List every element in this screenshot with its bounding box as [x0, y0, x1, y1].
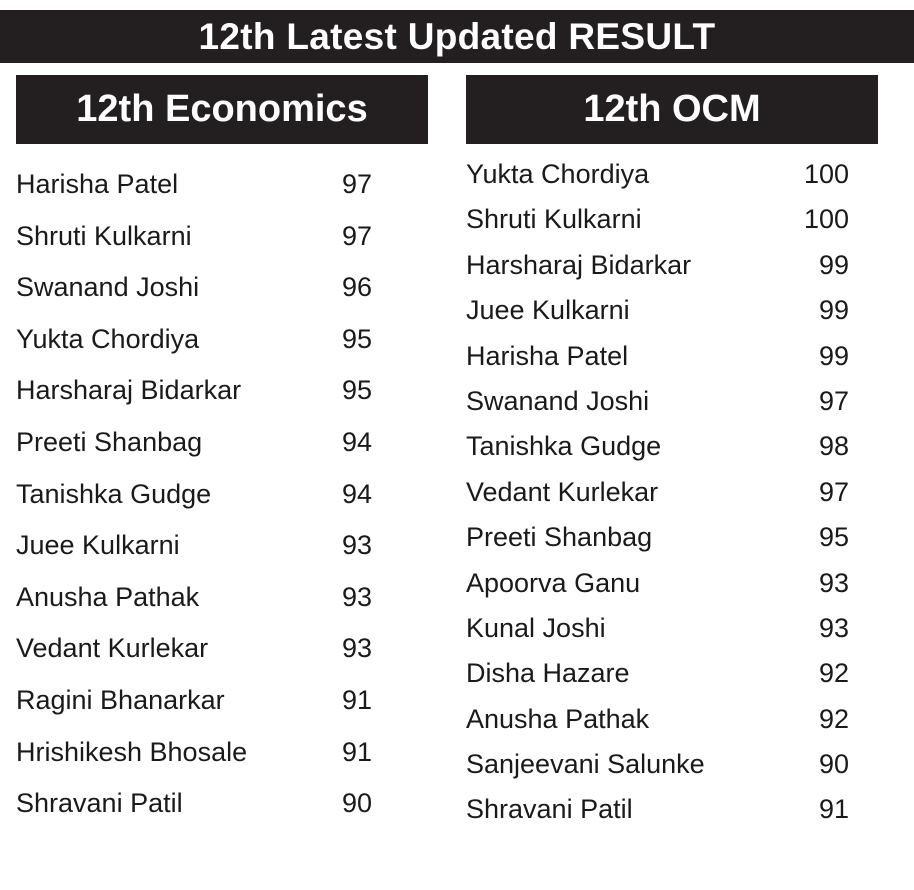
student-score: 99 — [818, 295, 849, 326]
student-name: Harsharaj Bidarkar — [16, 375, 242, 406]
student-name: Harisha Patel — [466, 340, 629, 371]
student-score: 90 — [818, 749, 849, 780]
student-name: Anusha Pathak — [466, 703, 650, 734]
student-score: 99 — [818, 340, 849, 371]
student-name: Apoorva Ganu — [466, 567, 641, 598]
student-score: 93 — [341, 581, 372, 612]
student-score: 91 — [818, 794, 849, 825]
ocm-column — [466, 75, 878, 840]
list-item — [16, 427, 428, 479]
student-score: 96 — [341, 272, 372, 303]
economics-list — [16, 169, 428, 840]
list-item — [466, 477, 878, 522]
result-banner — [0, 10, 914, 63]
student-score: 95 — [341, 375, 372, 406]
student-name: Shruti Kulkarni — [466, 204, 642, 235]
list-item — [466, 341, 878, 386]
student-score: 93 — [341, 633, 372, 664]
student-score: 100 — [803, 204, 849, 235]
list-item — [16, 633, 428, 685]
list-item — [466, 749, 878, 794]
list-item — [16, 272, 428, 324]
student-name: Anusha Pathak — [16, 581, 200, 612]
student-name: Harsharaj Bidarkar — [466, 249, 692, 280]
student-score: 94 — [341, 478, 372, 509]
list-item — [466, 568, 878, 613]
student-score: 93 — [341, 530, 372, 561]
student-score: 90 — [341, 788, 372, 819]
student-score: 98 — [818, 431, 849, 462]
student-score: 99 — [818, 249, 849, 280]
student-name: Disha Hazare — [466, 658, 630, 689]
student-name: Harisha Patel — [16, 169, 179, 199]
ocm-header — [466, 75, 878, 144]
student-name: Swanand Joshi — [466, 385, 650, 416]
student-score: 100 — [803, 159, 849, 189]
student-score: 91 — [341, 684, 372, 715]
list-item — [16, 788, 428, 840]
student-name: Juee Kulkarni — [16, 530, 180, 561]
list-item — [466, 204, 878, 249]
list-item — [16, 169, 428, 221]
student-score: 93 — [818, 567, 849, 598]
student-score: 92 — [818, 703, 849, 734]
student-name: Vedant Kurlekar — [466, 476, 659, 507]
ocm-title: 12th OCM — [583, 88, 761, 130]
student-score: 95 — [818, 522, 849, 553]
list-item — [16, 582, 428, 634]
student-name: Swanand Joshi — [16, 272, 200, 303]
student-name: Kunal Joshi — [466, 612, 606, 643]
list-item — [466, 613, 878, 658]
student-score: 91 — [341, 736, 372, 767]
list-item — [466, 250, 878, 295]
student-score: 97 — [818, 385, 849, 416]
list-item — [466, 159, 878, 204]
list-item — [466, 794, 878, 839]
student-name: Preeti Shanbag — [16, 426, 203, 457]
student-name: Yukta Chordiya — [466, 159, 650, 189]
list-item — [466, 658, 878, 703]
student-name: Shravani Patil — [16, 788, 183, 819]
student-name: Tanishka Gudge — [466, 431, 662, 462]
student-name: Vedant Kurlekar — [16, 633, 209, 664]
list-item — [466, 431, 878, 476]
student-name: Tanishka Gudge — [16, 478, 212, 509]
student-score: 93 — [818, 612, 849, 643]
student-score: 97 — [341, 220, 372, 251]
student-score: 97 — [818, 476, 849, 507]
list-item — [16, 685, 428, 737]
student-score: 94 — [341, 426, 372, 457]
student-name: Sanjeevani Salunke — [466, 749, 705, 780]
ocm-list — [466, 159, 878, 840]
student-score: 97 — [341, 169, 372, 199]
list-item — [16, 737, 428, 789]
list-item — [466, 386, 878, 431]
student-name: Preeti Shanbag — [466, 522, 653, 553]
list-item — [16, 479, 428, 531]
student-name: Yukta Chordiya — [16, 323, 200, 354]
student-name: Shravani Patil — [466, 794, 633, 825]
list-item — [16, 375, 428, 427]
student-name: Ragini Bhanarkar — [16, 684, 225, 715]
student-name: Hrishikesh Bhosale — [16, 736, 248, 767]
economics-header — [16, 75, 428, 144]
student-score: 95 — [341, 323, 372, 354]
list-item — [16, 221, 428, 273]
economics-title: 12th Economics — [76, 88, 368, 130]
banner-title: 12th Latest Updated RESULT — [198, 15, 716, 57]
list-item — [466, 704, 878, 749]
student-name: Juee Kulkarni — [466, 295, 630, 326]
list-item — [466, 295, 878, 340]
student-score: 92 — [818, 658, 849, 689]
list-item — [16, 530, 428, 582]
economics-column — [16, 75, 428, 840]
student-name: Shruti Kulkarni — [16, 220, 192, 251]
list-item — [16, 324, 428, 376]
list-item — [466, 522, 878, 567]
